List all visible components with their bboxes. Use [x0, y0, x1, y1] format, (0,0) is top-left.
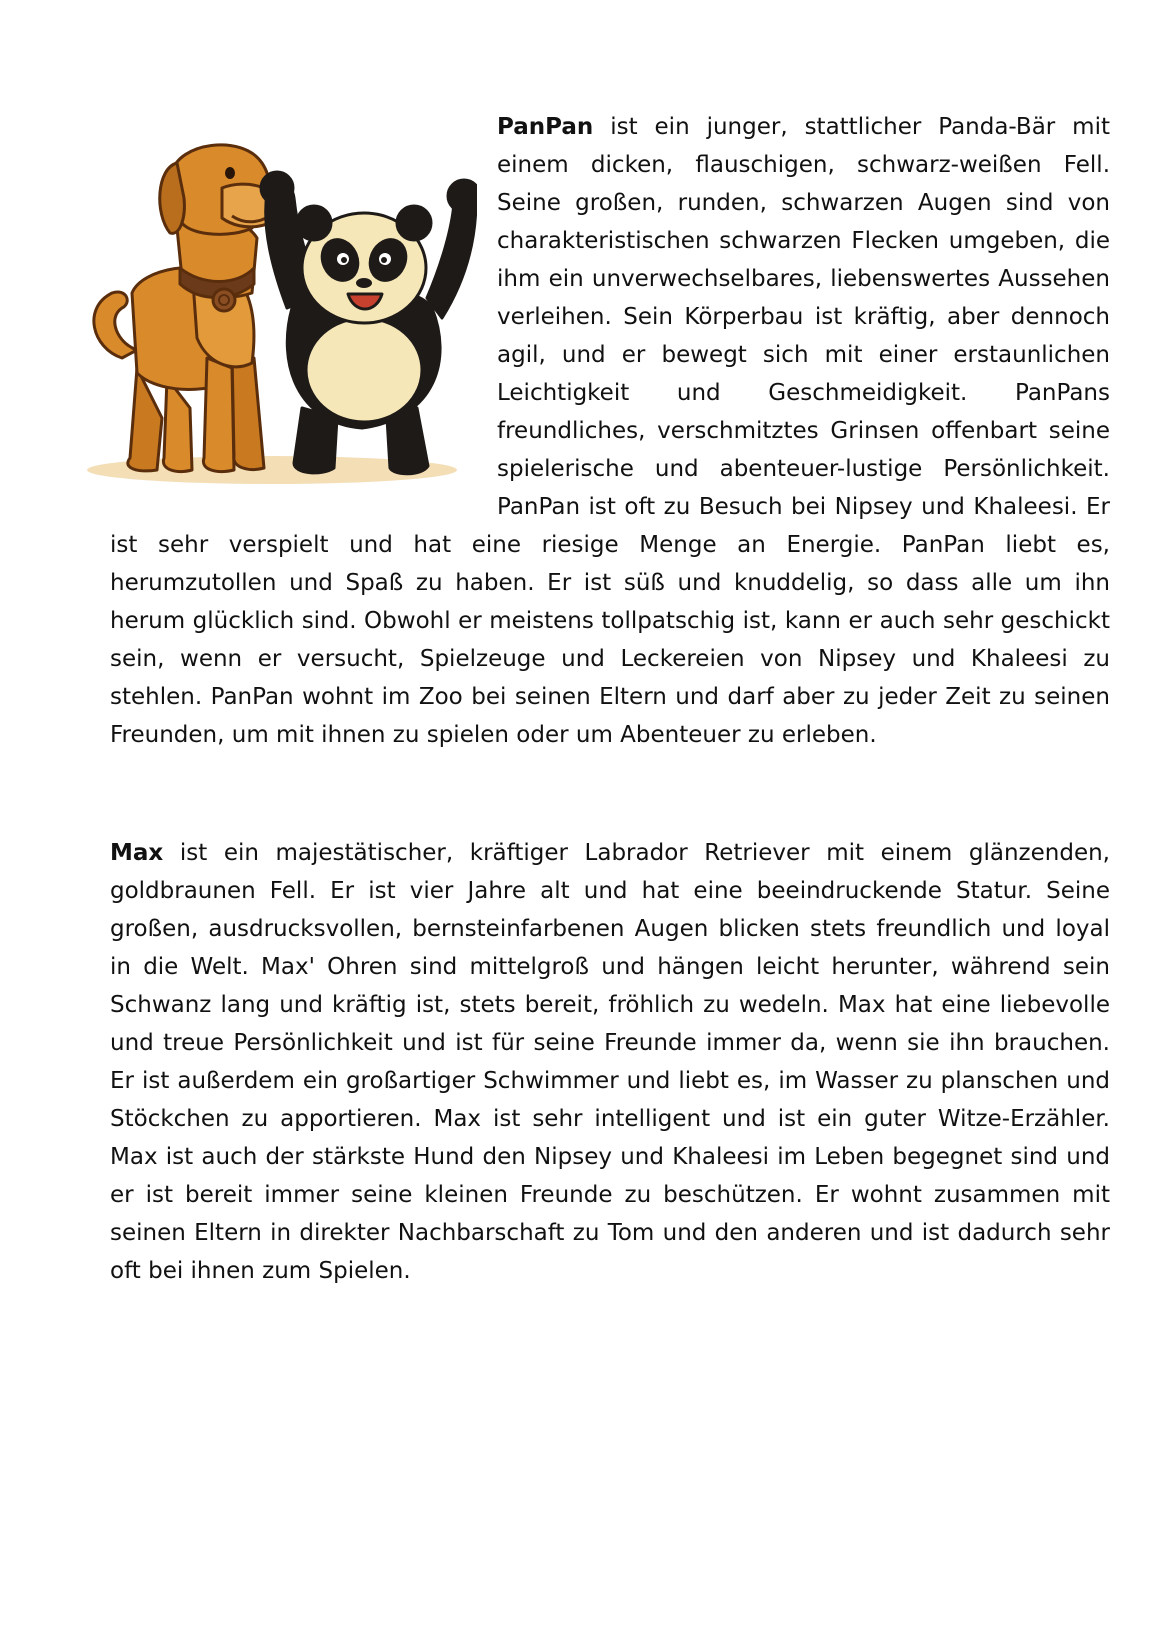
panda-illustration: [261, 172, 477, 474]
document-page: [110, 108, 1110, 1290]
max-paragraph: [110, 834, 1110, 1290]
panpan-name: PanPan: [497, 114, 594, 140]
max-name: Max: [110, 840, 164, 866]
max-description: ist ein majestätischer, kräftiger Labrador Retriever mit einem glänzenden, goldbraunen Fell. Er ist vier Jahre alt und hat eine beeindruckende Statur. Seine großen, ausdrucksvollen, bernsteinfarbenen Augen blicken stets freundlich und loyal in die Welt. Max' Ohren sind mittelgroß und hängen leicht herunter, während sein Schwanz lang und kräftig ist, stets bereit, fröhlich zu wedeln. Max hat eine liebevolle und treue Persönlichkeit und ist für seine Freunde immer da, wenn sie ihn brauchen. Er ist außerdem ein großartiger Schwimmer und liebt es, im Wasser zu planschen und Stöckchen zu apportieren. Max ist sehr intelligent und ist ein guter Witze-Erzähler. Max ist auch der stärkste Hund den Nipsey und Khaleesi im Leben begegnet sind und er ist bereit immer seine kleinen Freunde zu beschützen. Er wohnt zusammen mit seinen Eltern in direkter Nachbarschaft zu Tom und den anderen und ist dadurch sehr oft bei ihnen zum Spielen.: [110, 840, 1110, 1284]
dog-illustration: [94, 145, 282, 472]
paragraph-gap: [110, 754, 1110, 834]
panpan-description: ist ein junger, stattlicher Panda-Bär mit einem dicken, flauschigen, schwarz-weißen Fell. Seine großen, runden, schwarzen Augen sind von charakteristischen schwarzen Flecken umgeben, die ihm ein unverwechselbares, liebenswertes Aussehen verleihen. Sein Körperbau ist kräftig, aber dennoch agil, und er bewegt sich mit einer erstaunlichen Leichtigkeit und Geschmeidigkeit. PanPans freundliches, verschmitztes Grinsen offenbart seine spielerische und abenteuer-lustige Persönlichkeit. PanPan ist oft zu Besuch bei Nipsey und Khaleesi. Er ist sehr verspielt und hat eine riesige Menge an Energie. PanPan liebt es, herumzutollen und Spaß zu haben. Er ist süß und knuddelig, so dass alle um ihn herum glücklich sind. Obwohl er meistens tollpatschig ist, kann er auch sehr geschickt sein, wenn er versucht, Spielzeuge und Leckereien von Nipsey und Khaleesi zu stehlen. PanPan wohnt im Zoo bei seinen Eltern und darf aber zu jeder Zeit zu seinen Freunden, um mit ihnen zu spielen oder um Abenteuer zu erleben.: [110, 114, 1110, 748]
character-illustration: [82, 118, 477, 498]
